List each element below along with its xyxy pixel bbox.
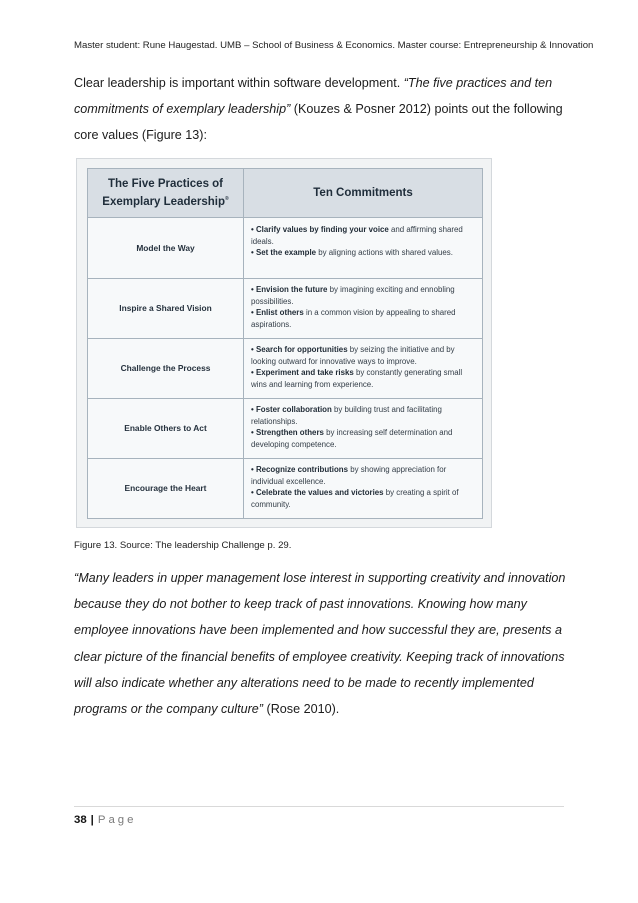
- header-practices: [88, 169, 244, 217]
- commitment-item: [251, 344, 477, 367]
- commitment-item: [251, 224, 477, 247]
- commitment-rest: in a common vision by appealing to shared aspirations.: [251, 308, 456, 329]
- commitment-rest: by creating a spirit of community.: [251, 488, 459, 509]
- commitments-cell: [251, 284, 477, 330]
- table-row: [88, 338, 482, 399]
- commitment-rest: by aligning actions with shared values.: [316, 248, 453, 258]
- commitment-rest: by building trust and facilitating relationships.: [251, 405, 442, 426]
- commitment-rest: by increasing self determination and developing competence.: [251, 428, 453, 449]
- table-row: [88, 278, 482, 339]
- commitments-cell: [251, 404, 477, 450]
- commitment-item: [251, 487, 477, 510]
- practice-label: Enable Others to Act: [88, 398, 244, 458]
- footer-separator: |: [90, 814, 94, 826]
- commitment-bold: • Search for opportunities: [251, 345, 348, 354]
- figure-caption: Figure 13. Source: The leadership Challenge p. 29.: [74, 540, 292, 551]
- table-row: [88, 398, 482, 459]
- commitment-rest: by constantly generating small wins and learning from experience.: [251, 368, 463, 389]
- page-word: Page: [97, 814, 137, 826]
- commitment-bold: • Recognize contributions: [251, 465, 349, 474]
- registered-mark: ®: [225, 195, 229, 202]
- practice-label: Inspire a Shared Vision: [88, 278, 244, 338]
- commitment-bold: • Experiment and take risks: [251, 368, 354, 378]
- commitment-bold: • Strengthen others: [251, 428, 324, 438]
- table-row: [88, 218, 482, 279]
- intro-paragraph: [74, 70, 569, 149]
- commitment-bold: • Clarify values by finding your voice: [251, 225, 389, 234]
- commitments-cell: [251, 224, 477, 259]
- practice-label: Model the Way: [88, 218, 244, 278]
- commitment-rest: by imagining exciting and ennobling possibilities.: [251, 285, 455, 306]
- commitment-item: [251, 404, 477, 427]
- commitment-item: [251, 284, 477, 307]
- page-footer: [74, 814, 136, 826]
- header-commitments: Ten Commitments: [313, 187, 413, 199]
- intro-text-start: Clear leadership is important within software development.: [74, 76, 404, 90]
- commitment-rest: by seizing the initiative and by looking outward for innovative ways to improve.: [251, 345, 455, 366]
- commitment-bold: • Foster collaboration: [251, 405, 332, 414]
- header-practices-line1: The Five Practices of: [107, 177, 224, 190]
- commitments-cell: [251, 464, 477, 510]
- page-number: 38: [74, 814, 87, 826]
- commitment-bold: • Envision the future: [251, 285, 328, 294]
- quote-citation: (Rose 2010).: [263, 702, 340, 717]
- practice-label: Encourage the Heart: [88, 458, 244, 518]
- commitment-item: [251, 427, 477, 450]
- header-practices-line2-text: Exemplary Leadership: [102, 195, 226, 208]
- intro-text-end: (Kouzes & Posner 2012) points out the following core values (Figure 13):: [74, 102, 563, 143]
- header-practices-line2: [102, 192, 228, 210]
- leadership-table: [87, 168, 483, 519]
- quote-text: “Many leaders in upper management lose interest in supporting creativity and innovation because they do not bother to keep track of past innovations. Knowing how many employee innovations have been implemented and how successful they are, presents a clear picture of the financial benefits of employee creativity. Keeping track of innovations will also indicate whether any alterations need to be made to recently implemented programs or the company culture”: [74, 571, 566, 717]
- practice-label: Challenge the Process: [88, 338, 244, 398]
- commitment-item: [251, 307, 477, 330]
- running-header: Master student: Rune Haugestad. UMB – School of Business & Economics. Master course: Entrepreneurship & Innovation: [74, 40, 594, 51]
- figure-13-image: [76, 158, 492, 528]
- commitment-rest: and affirming shared ideals.: [251, 225, 463, 246]
- commitment-bold: • Enlist others: [251, 308, 304, 318]
- commitment-item: [251, 247, 477, 259]
- commitment-bold: • Celebrate the values and victories: [251, 488, 384, 498]
- commitments-cell: [251, 344, 477, 390]
- commitment-item: [251, 367, 477, 390]
- intro-quoted-title: “The five practices and ten commitments of exemplary leadership”: [74, 76, 553, 117]
- quote-paragraph: [74, 565, 569, 722]
- footer-divider: [74, 806, 564, 807]
- table-row: [88, 458, 482, 518]
- commitment-rest: by showing appreciation for individual excellence.: [251, 465, 447, 486]
- commitment-item: [251, 464, 477, 487]
- table-header: [88, 169, 482, 218]
- commitment-bold: • Set the example: [251, 248, 317, 258]
